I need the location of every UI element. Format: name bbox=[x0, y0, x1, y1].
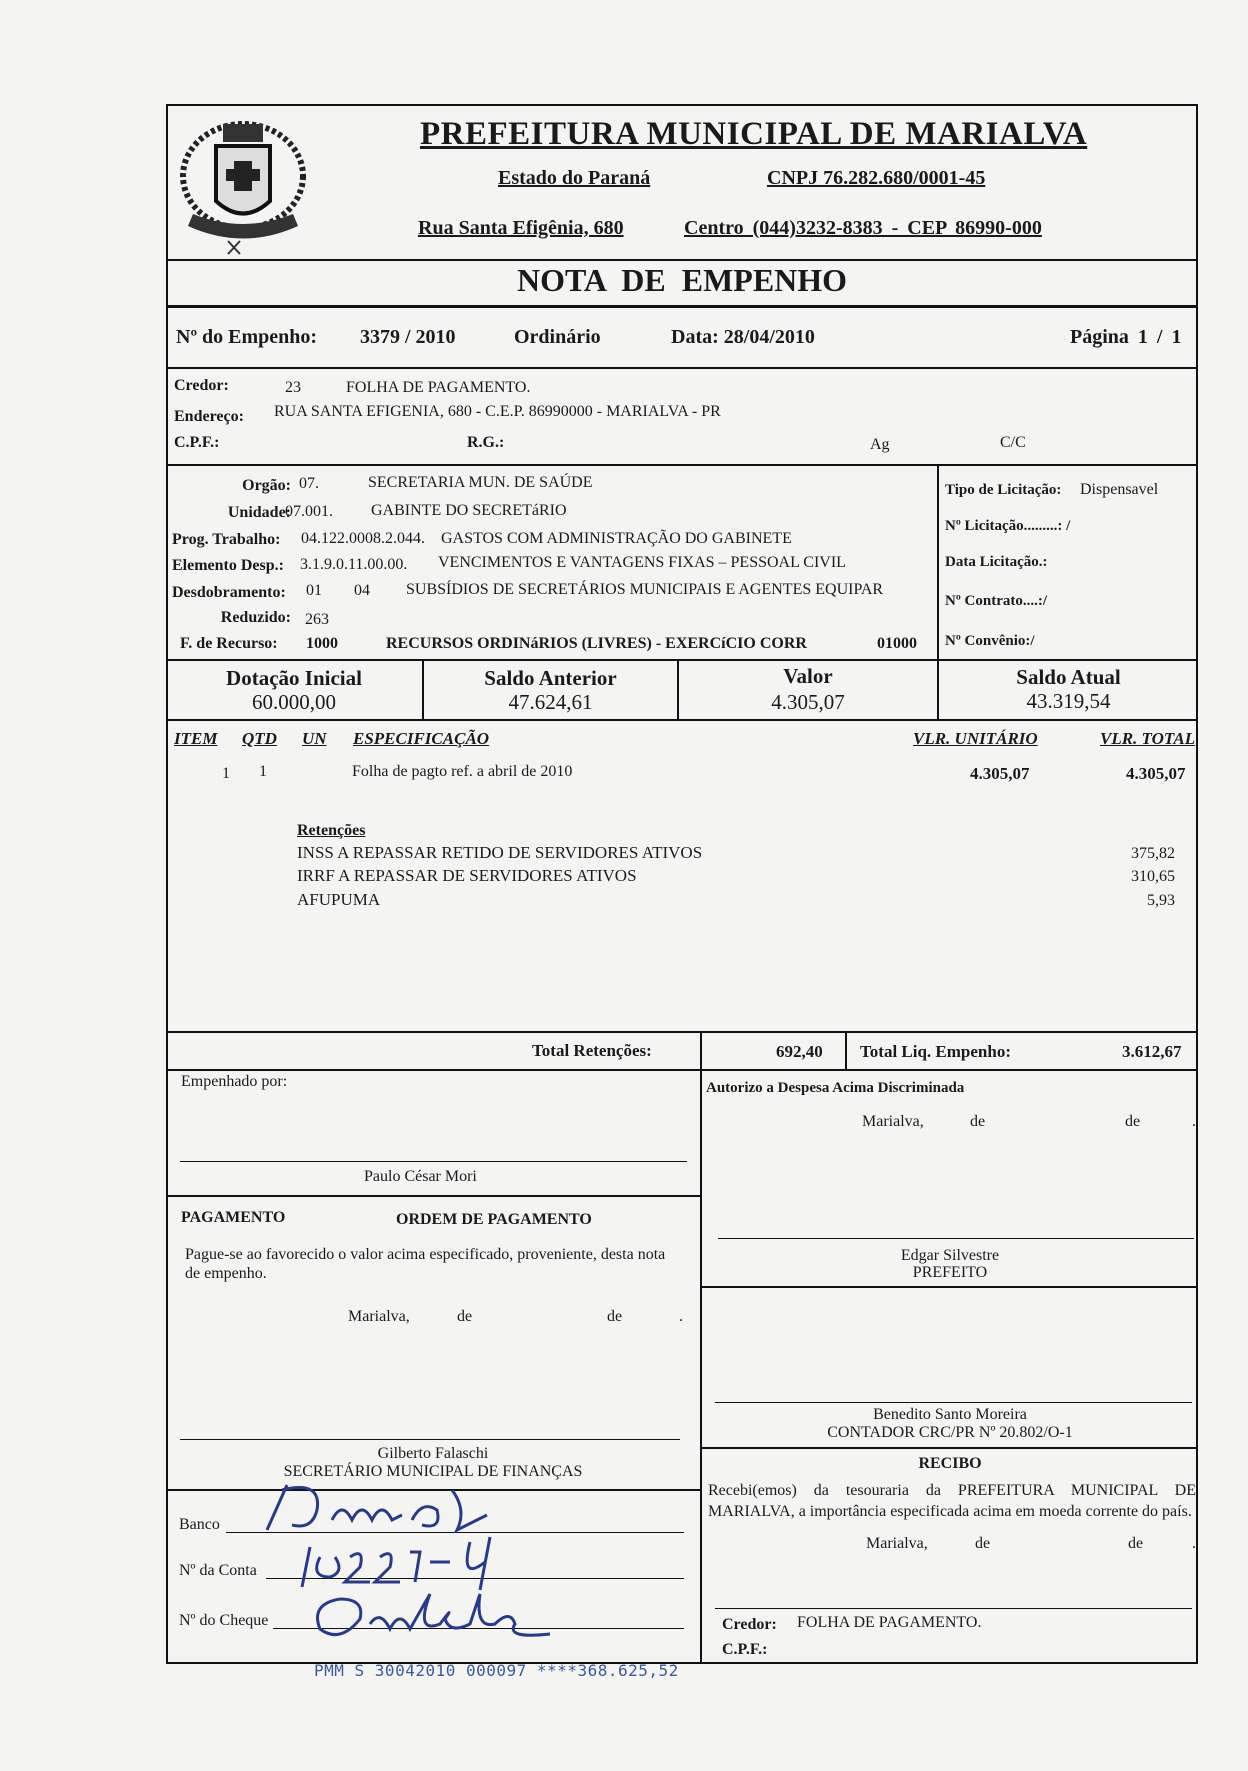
pague-text: Pague-se ao favorecido o valor acima especificado, proveniente, desta nota de empenho. bbox=[185, 1246, 666, 1282]
contador-title: CONTADOR CRC/PR Nº 20.802/O-1 bbox=[827, 1424, 1073, 1441]
date-dot: . bbox=[1192, 1535, 1196, 1552]
empenho-number: 3379 / 2010 bbox=[360, 326, 456, 348]
reduzido-label: Reduzido: bbox=[220, 609, 291, 626]
payment-stamp: PMM S 30042010 000097 ****368.625,52 bbox=[314, 1661, 679, 1680]
desdobramento-name: SUBSÍDIOS DE SECRETÁRIOS MUNICIPAIS E AGENTES EQUIPAR bbox=[406, 581, 884, 598]
retencao-name: IRRF A REPASSAR DE SERVIDORES ATIVOS bbox=[297, 866, 637, 885]
licitacao-tipo-value: Dispensavel bbox=[1080, 481, 1159, 498]
prefeito-title: PREFEITO bbox=[912, 1264, 988, 1281]
item-description: Folha de pagto ref. a abril de 2010 bbox=[352, 763, 573, 780]
recurso-number: 01000 bbox=[877, 635, 917, 652]
recibo-credor-value: FOLHA DE PAGAMENTO. bbox=[797, 1614, 982, 1631]
retencao-name: AFUPUMA bbox=[297, 890, 381, 909]
prefeitura-title: PREFEITURA MUNICIPAL DE MARIALVA bbox=[420, 116, 1088, 152]
divider bbox=[700, 1069, 702, 1664]
divider bbox=[166, 464, 1198, 466]
licitacao-tipo-label: Tipo de Licitação: bbox=[945, 482, 1062, 498]
convenio-number: Nº Convênio:/ bbox=[945, 633, 1035, 649]
date-de: de bbox=[607, 1308, 623, 1325]
unidade-name: GABINTE DO SECRETáRIO bbox=[371, 502, 567, 519]
saldo-anterior-label: Saldo Anterior bbox=[484, 666, 617, 690]
divider bbox=[166, 719, 1198, 721]
signature-line bbox=[715, 1608, 1192, 1609]
financas-title: SECRETÁRIO MUNICIPAL DE FINANÇAS bbox=[283, 1463, 583, 1480]
divider bbox=[700, 1286, 1198, 1288]
saldo-atual-value: 43.319,54 bbox=[1026, 689, 1111, 713]
total-retencoes-value: 692,40 bbox=[776, 1042, 823, 1061]
divider bbox=[700, 1031, 702, 1071]
col-especificacao: ESPECIFICAÇÃO bbox=[353, 729, 490, 748]
empenhado-por-label: Empenhado por: bbox=[181, 1073, 288, 1090]
prog-label: Prog. Trabalho: bbox=[172, 531, 281, 548]
date-dot: . bbox=[1192, 1113, 1196, 1130]
prog-name: GASTOS COM ADMINISTRAÇÃO DO GABINETE bbox=[441, 530, 792, 547]
date-de: de bbox=[457, 1308, 473, 1325]
document-title: NOTA DE EMPENHO bbox=[516, 262, 848, 298]
elemento-name: VENCIMENTOS E VANTAGENS FIXAS – PESSOAL CIVIL bbox=[438, 554, 846, 571]
total-liquido-value: 3.612,67 bbox=[1122, 1042, 1182, 1061]
empenho-type: Ordinário bbox=[514, 326, 601, 348]
retencao-value: 5,93 bbox=[1147, 892, 1175, 909]
cnpj: CNPJ 76.282.680/0001-45 bbox=[767, 167, 986, 189]
date-de: de bbox=[970, 1113, 986, 1130]
recibo-text: Recebi(emos) da tesouraria da PREFEITURA MUNICIPAL DE MARIALVA, a importância especificada acima em moeda corrente do país. bbox=[708, 1482, 1196, 1520]
orgao-code: 07. bbox=[299, 475, 319, 492]
contrato-number: Nº Contrato....:/ bbox=[945, 593, 1048, 609]
contador-name: Benedito Santo Moreira bbox=[873, 1406, 1027, 1423]
unidade-label: Unidade: bbox=[227, 504, 291, 521]
licitacao-number: Nº Licitação.........: / bbox=[945, 518, 1071, 534]
recibo-title: RECIBO bbox=[918, 1455, 982, 1472]
divider bbox=[700, 1447, 1198, 1449]
date-de: de bbox=[1125, 1113, 1141, 1130]
date-de: de bbox=[975, 1535, 991, 1552]
empenhado-por-name: Paulo César Mori bbox=[364, 1168, 477, 1185]
retencoes-title: Retenções bbox=[297, 822, 366, 839]
date-city: Marialva, bbox=[348, 1308, 410, 1325]
divider bbox=[845, 1031, 847, 1071]
col-vlr-unitario: VLR. UNITÁRIO bbox=[913, 729, 1038, 748]
financas-name: Gilberto Falaschi bbox=[377, 1445, 489, 1462]
saldo-anterior-value: 47.624,61 bbox=[508, 690, 593, 714]
col-item: ITEM bbox=[174, 729, 218, 748]
cheque-label: Nº do Cheque bbox=[179, 1612, 269, 1629]
total-liquido-label: Total Liq. Empenho: bbox=[860, 1042, 1011, 1061]
divider bbox=[166, 659, 1198, 661]
divider bbox=[166, 1031, 1198, 1033]
item-qtd: 1 bbox=[259, 763, 267, 780]
divider bbox=[937, 464, 939, 660]
item-unit-value: 4.305,07 bbox=[970, 764, 1030, 783]
cc-label: C/C bbox=[1000, 434, 1026, 451]
dotacao-value: 60.000,00 bbox=[252, 690, 336, 714]
desdobramento-a: 01 bbox=[306, 582, 322, 599]
elemento-code: 3.1.9.0.11.00.00. bbox=[300, 556, 408, 573]
desdobramento-label: Desdobramento: bbox=[172, 584, 286, 601]
ordem-pagamento-label: ORDEM DE PAGAMENTO bbox=[396, 1211, 592, 1228]
reduzido-code: 263 bbox=[305, 611, 329, 628]
recurso-name: RECURSOS ORDINáRIOS (LIVRES) - EXERCíCIO CORR bbox=[386, 635, 807, 652]
divider bbox=[166, 1195, 700, 1197]
page-number: Página 1 / 1 bbox=[1070, 326, 1182, 348]
address-rest: Centro (044)3232-8383 - CEP 86990-000 bbox=[684, 217, 1042, 239]
valor-label: Valor bbox=[783, 664, 833, 688]
signature-line bbox=[715, 1402, 1192, 1403]
prog-code: 04.122.0008.2.044. bbox=[301, 530, 425, 547]
col-un: UN bbox=[302, 729, 327, 748]
divider bbox=[166, 305, 1198, 308]
ag-label: Ag bbox=[870, 436, 890, 453]
col-vlr-total: VLR. TOTAL bbox=[1100, 729, 1196, 748]
divider bbox=[166, 259, 1198, 261]
autorizo-text: Autorizo a Despesa Acima Discriminada bbox=[706, 1080, 965, 1096]
signature-line bbox=[180, 1161, 687, 1162]
signature-line bbox=[180, 1439, 680, 1440]
signature-line bbox=[718, 1238, 1194, 1239]
orgao-label: Orgão: bbox=[242, 477, 291, 494]
credor-code: 23 bbox=[285, 379, 301, 396]
item-total-value: 4.305,07 bbox=[1126, 764, 1186, 783]
banco-label: Banco bbox=[179, 1516, 220, 1533]
licitacao-date: Data Licitação.: bbox=[945, 554, 1048, 570]
desdobramento-b: 04 bbox=[354, 582, 370, 599]
date-city: Marialva, bbox=[866, 1535, 928, 1552]
endereco-value: RUA SANTA EFIGENIA, 680 - C.E.P. 86990000 - MARIALVA - PR bbox=[274, 403, 721, 420]
recurso-label: F. de Recurso: bbox=[180, 635, 278, 652]
pagamento-label: PAGAMENTO bbox=[181, 1209, 286, 1226]
item-number: 1 bbox=[222, 765, 230, 782]
col-qtd: QTD bbox=[242, 729, 277, 748]
unidade-code: 07.001. bbox=[285, 503, 333, 520]
divider bbox=[166, 1069, 1198, 1071]
date-dot: . bbox=[679, 1308, 683, 1325]
state-name: Estado do Paraná bbox=[498, 167, 651, 189]
elemento-label: Elemento Desp.: bbox=[172, 557, 284, 574]
total-retencoes-label: Total Retenções: bbox=[532, 1041, 652, 1060]
recibo-cpf-label: C.P.F.: bbox=[722, 1641, 768, 1658]
retencao-name: INSS A REPASSAR RETIDO DE SERVIDORES ATIVOS bbox=[297, 843, 703, 862]
prefeito-name: Edgar Silvestre bbox=[900, 1247, 1000, 1264]
credor-name: FOLHA DE PAGAMENTO. bbox=[346, 379, 531, 396]
dotacao-label: Dotação Inicial bbox=[226, 666, 362, 690]
address-street: Rua Santa Efigênia, 680 bbox=[418, 217, 624, 239]
handwritten-cheque-signature bbox=[310, 1584, 560, 1656]
conta-label: Nº da Conta bbox=[179, 1562, 257, 1579]
recurso-code: 1000 bbox=[306, 635, 338, 652]
credor-label: Credor: bbox=[174, 377, 229, 394]
endereco-label: Endereço: bbox=[174, 408, 244, 425]
date-de: de bbox=[1128, 1535, 1144, 1552]
retencao-value: 375,82 bbox=[1131, 845, 1175, 862]
cpf-label: C.P.F.: bbox=[174, 434, 220, 451]
saldo-atual-label: Saldo Atual bbox=[1016, 665, 1121, 689]
empenho-date: Data: 28/04/2010 bbox=[671, 326, 815, 348]
valor-value: 4.305,07 bbox=[771, 690, 845, 714]
rg-label: R.G.: bbox=[467, 434, 505, 451]
municipal-crest-logo bbox=[168, 106, 318, 256]
date-city: Marialva, bbox=[862, 1113, 924, 1130]
recibo-credor-label: Credor: bbox=[722, 1616, 777, 1633]
divider bbox=[166, 367, 1198, 369]
empenho-label: Nº do Empenho: bbox=[176, 326, 318, 348]
retencao-value: 310,65 bbox=[1131, 868, 1175, 885]
orgao-name: SECRETARIA MUN. DE SAÚDE bbox=[368, 474, 593, 491]
